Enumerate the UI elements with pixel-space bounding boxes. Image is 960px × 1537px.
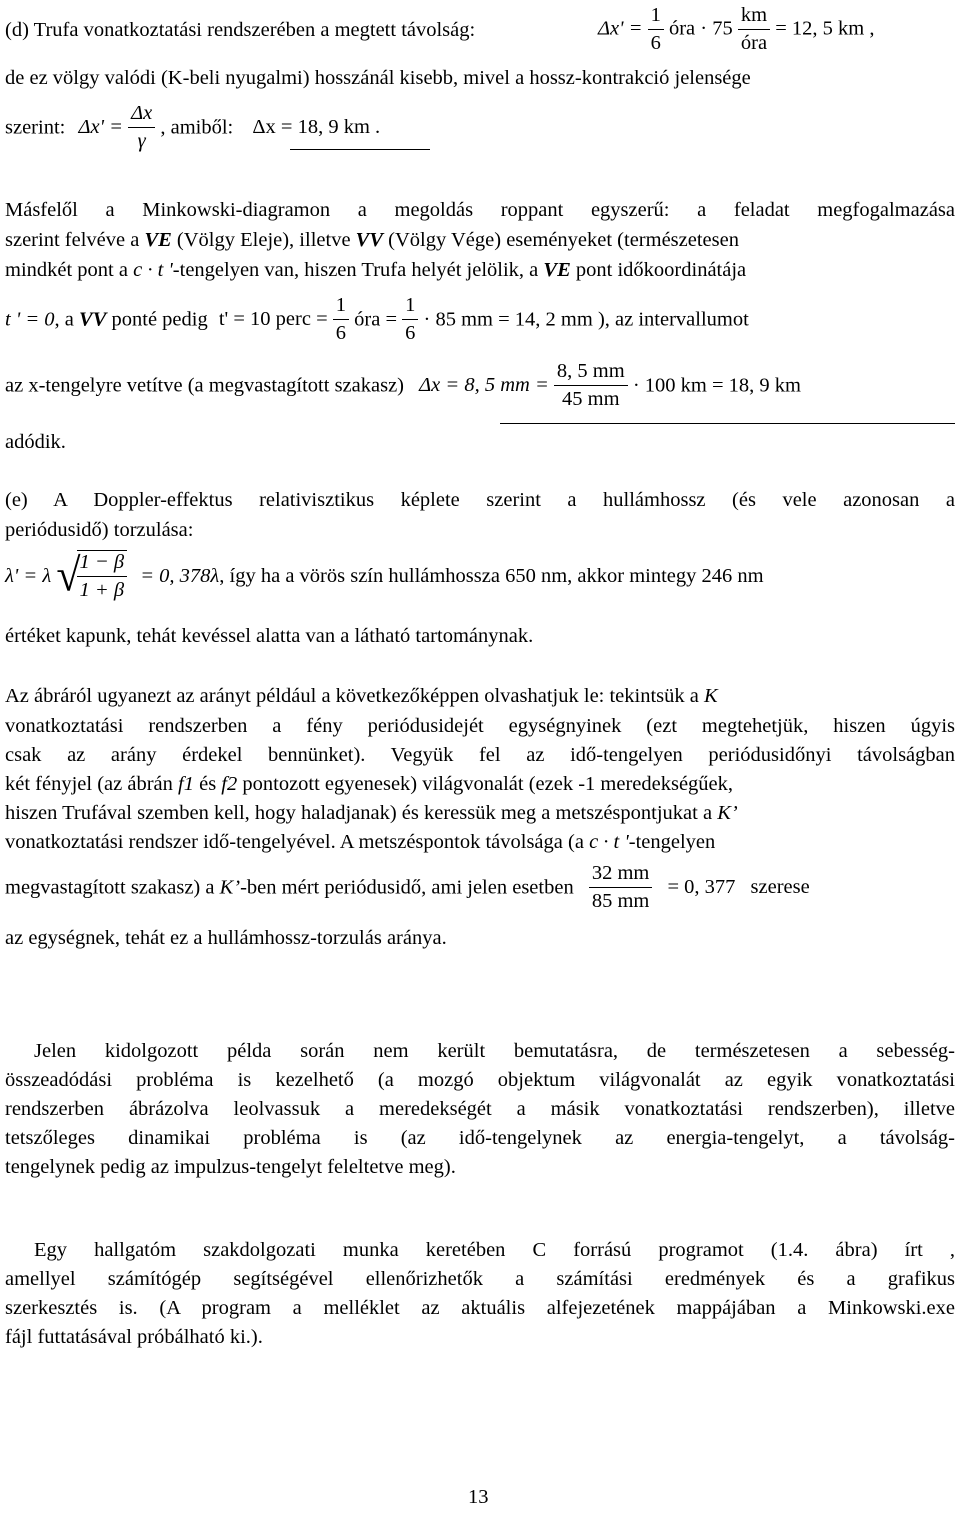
para4-line-5: tengelynek pedig az impulzus-tengelyt feleltetve meg). — [5, 1156, 456, 1178]
para3-line-3: csak az arány érdekel bennünket). Vegyük fel az idő-tengelyen periódusidőnyi távolságban — [5, 744, 955, 766]
fraction-one-sixth-c: $\frac{1}{6}$ — [402, 294, 418, 345]
projection-underline — [500, 423, 955, 424]
para3-line-2: vonatkoztatási rendszerben a fény periódusidejét egységnyinek (ezt megtehetjük, hiszen úgyis — [5, 715, 955, 737]
fraction-period-ratio: $\frac{32 mm}{85 mm}$ — [589, 862, 653, 913]
para2-line-6: adódik. — [5, 431, 66, 453]
para3-line-6: vonatkoztatási rendszer idő-tengelyével. A metszéspontok távolsága (a c · t '-tengelyen — [5, 831, 716, 853]
para3-line-8: az egységnek, tehát ez a hullámhossz-torzulás aránya. — [5, 927, 447, 949]
result-underline — [290, 149, 430, 150]
para3-line-4: két fényjel (az ábrán f1 és f2 pontozott egyenesek) világvonalát (ezek -1 meredekségűek, — [5, 773, 734, 795]
para5-line-3: szerkesztés is. (A program a melléklet az aktuális alfejezetének mappájában a Minkowski.exe — [5, 1297, 955, 1319]
fraction-one-sixth: $\frac{1}{6}$ — [648, 4, 664, 55]
fraction-dx-over-gamma: $\frac{\Delta x}{\gamma}$ — [128, 102, 155, 153]
para5-line-1: Egy hallgatóm szakdolgozati munka keretében C forrású programot (1.4. ábra) írt , — [34, 1239, 955, 1261]
para5-line-2: amellyel számítógép segítségével ellenőrizhetők a számítási eredmények és a grafikus — [5, 1268, 955, 1290]
para2-line-3: mindkét pont a c · t '-tengelyen van, hiszen Trufa helyét jelölik, a VE pont időkoordinátája — [5, 259, 747, 281]
part-d-line-1 — [5, 20, 475, 41]
para3-line-7: megvastagított szakasz) a K’-ben mért periódusidő, ami jelen esetben $\frac{32 mm}{85 mm}$ = 0, 377 szerese — [5, 862, 810, 912]
square-root-icon: √ — [56, 549, 81, 602]
page-number: 13 — [468, 1486, 489, 1508]
para4-line-2: összeadódási probléma is kezelhető (a mozgó objektum világvonalát az egyik vonatkoztatási — [5, 1069, 955, 1091]
part-d-line-2: de ez völgy valódi (K-beli nyugalmi) hosszánál kisebb, mivel a hossz-kontrakció jelensége — [5, 67, 751, 89]
part-d-intro: (d) Trufa vonatkoztatási rendszerében a megtett távolság: — [5, 19, 476, 41]
fraction-one-sixth-b: $\frac{1}{6}$ — [333, 294, 349, 345]
part-d-line-3: szerint: Δx' = $\frac{\Delta x}{\gamma}$ , amiből: Δx = 18, 9 km . — [5, 102, 381, 152]
doppler-formula: λ' = λ √ $\frac{1 - \beta}{1 + \beta}$ = 0, 378λ, így ha a vörös szín hullámhossza 650 nm, akkor mintegy 246 nm — [5, 549, 764, 602]
part-e-line-2: periódusidő) torzulása: — [5, 519, 194, 541]
part-e-line-1: (e) A Doppler-effektus relativisztikus képlete szerint a hullámhossz (és vele azonosan a — [5, 489, 955, 511]
fraction-mm-ratio: $\frac{8, 5 mm}{45 mm}$ — [554, 360, 628, 411]
para2-line-2: szerint felvéve a VE (Völgy Eleje), illetve VV (Völgy Vége) eseményeket (természetesen — [5, 229, 739, 251]
para2-line-5: az x-tengelyre vetítve (a megvastagított szakasz) Δx = 8, 5 mm = $\frac{8, 5 mm}{45 mm}$ · 100 km = 18, 9 km — [5, 360, 801, 410]
para4-line-4: tetszőleges dinamikai probléma is (az idő-tengelynek az energia-tengelyt, a távolság- — [5, 1127, 955, 1149]
para4-line-1: Jelen kidolgozott példa során nem került bemutatásra, de természetesen a sebesség- — [34, 1040, 955, 1062]
para3-line-1: Az ábráról ugyanezt az arányt például a következőképpen olvashatjuk le: tekintsük a K — [5, 685, 718, 707]
distance-formula: Δx' = $\frac{1}{6}$ óra · 75 $\frac{km}{\text{óra}}$ = 12, 5 km , — [598, 4, 875, 54]
para4-line-3: rendszerben ábrázolva leolvassuk a meredekségét a másik vonatkoztatási rendszerben), illetve — [5, 1098, 955, 1120]
fraction-beta: $\frac{1 - \beta}{1 + \beta}$ — [77, 550, 128, 602]
contracted-length-result: Δx = 18, 9 km . — [252, 116, 381, 139]
para5-line-4: fájl futtatásával próbálható ki.). — [5, 1326, 263, 1348]
para2-line-1: Másfelől a Minkowski-diagramon a megoldás roppant egyszerű: a feladat megfogalmazása — [5, 199, 955, 221]
fraction-km-per-hour: $\frac{km}{\text{óra}}$ — [738, 4, 770, 55]
para2-line-4: t ' = 0, a VV ponté pedig t' = 10 perc = $\frac{1}{6}$ óra = $\frac{1}{6}$ · 85 mm = 14, 2 mm ), az intervallumot — [5, 294, 749, 344]
part-e-line-4: értéket kapunk, tehát kevéssel alatta van a látható tartománynak. — [5, 625, 534, 647]
para3-line-5: hiszen Trufával szemben kell, hogy haladjanak) és keressük meg a metszéspontjukat a K’ — [5, 802, 738, 824]
